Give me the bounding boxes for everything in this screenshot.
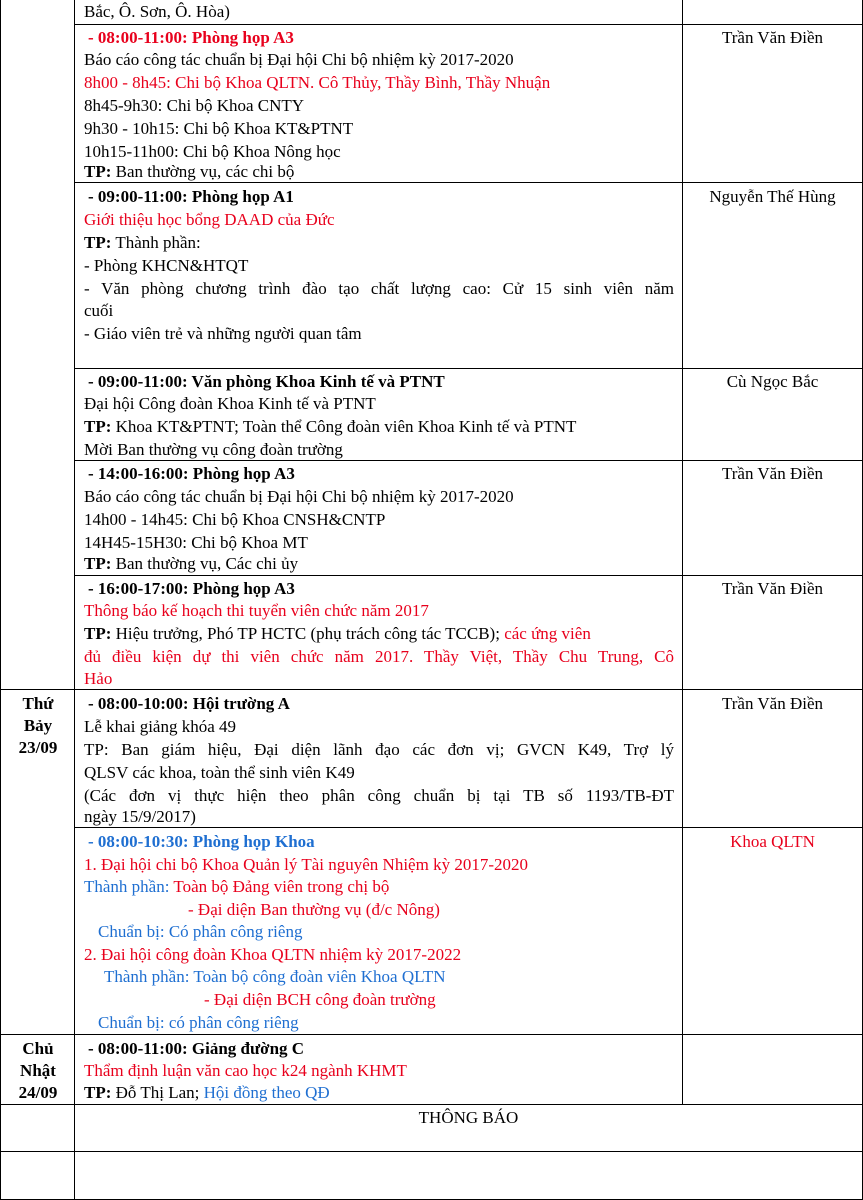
- event-line: Hảo: [84, 669, 113, 688]
- event-line: Giới thiệu học bổng DAAD của Đức: [84, 210, 335, 229]
- participants-label: TP:: [84, 162, 112, 181]
- event-line: Báo cáo công tác chuẩn bị Đại hội Chi bộ nhiệm kỳ 2017-2020: [84, 487, 514, 506]
- participants-label: TP:: [84, 554, 112, 573]
- event-line: 10h15-11h00: Chi bộ Khoa Nông học: [84, 142, 341, 161]
- event-title: - 08:00-11:00: Giảng đường C: [88, 1039, 305, 1058]
- person-in-charge: Nguyễn Thế Hùng: [709, 187, 836, 206]
- event-line: ngày 15/9/2017): [84, 807, 196, 826]
- event-line: Mời Ban thường vụ công đoàn trường: [84, 440, 343, 459]
- table-divider-day: [74, 0, 75, 1200]
- person-in-charge: Trần Văn Điền: [721, 28, 824, 47]
- event-line: Chuẩn bị: có phân công riêng: [98, 1013, 299, 1032]
- row-divider: [74, 460, 863, 461]
- event-participants: [84, 624, 591, 644]
- event-title: - 08:00-11:00: Phòng họp A3: [88, 28, 294, 47]
- person-in-charge: Trần Văn Điền: [721, 464, 824, 483]
- table-border-left: [0, 0, 1, 1200]
- event-line: Báo cáo công tác chuẩn bị Đại hội Chi bộ nhiệm kỳ 2017-2020: [84, 50, 514, 69]
- event-title: - 08:00-10:30: Phòng họp Khoa: [88, 832, 315, 851]
- participants-text: Thành phần:: [111, 233, 201, 252]
- participants-label: Thành phần:: [84, 877, 170, 896]
- event-line: TP: Ban giám hiệu, Đại diện lãnh đạo các đơn vị; GVCN K49, Trợ lý: [84, 740, 674, 759]
- participants-text: Toàn bộ Đảng viên trong chị bộ: [169, 877, 390, 896]
- event-line: Lễ khai giảng khóa 49: [84, 717, 237, 736]
- day-label: Nhật: [20, 1061, 56, 1080]
- event-line: Thông báo kế hoạch thi tuyển viên chức năm 2017: [84, 601, 429, 620]
- row-divider: [74, 827, 863, 828]
- day-label: Thứ: [22, 694, 54, 713]
- event-participants: [84, 417, 576, 437]
- person-in-charge: Cù Ngọc Bắc: [726, 372, 819, 391]
- event-line: - Phòng KHCN&HTQT: [84, 256, 249, 275]
- row-divider: [74, 182, 863, 183]
- event-line: - Giáo viên trẻ và những người quan tâm: [84, 324, 362, 343]
- row-divider: [0, 1034, 863, 1035]
- table-divider-person: [682, 0, 683, 1105]
- event-line: 2. Đai hội công đoàn Khoa QLTN nhiệm kỳ 2017-2022: [84, 945, 462, 964]
- person-in-charge: Trần Văn Điền: [721, 579, 824, 598]
- event-line: 8h45-9h30: Chi bộ Khoa CNTY: [84, 96, 305, 115]
- day-date: 24/09: [18, 1083, 58, 1102]
- participants-text: Đỗ Thị Lan;: [111, 1083, 200, 1102]
- event-participants: [84, 233, 201, 253]
- row-divider: [74, 24, 863, 25]
- participants-label: TP:: [84, 624, 112, 643]
- event-participants: [84, 162, 294, 182]
- notice-heading: THÔNG BÁO: [418, 1108, 519, 1127]
- participants-text-highlight: các ứng viên: [499, 624, 591, 643]
- event-line: Thành phần: Toàn bộ công đoàn viên Khoa QLTN: [104, 967, 446, 986]
- event-line: 8h00 - 8h45: Chi bộ Khoa QLTN. Cô Thủy, Thầy Bình, Thầy Nhuận: [84, 73, 551, 92]
- event-title: - 09:00-11:00: Phòng họp A1: [88, 187, 294, 206]
- day-date: 23/09: [18, 738, 58, 757]
- event-participants: [104, 967, 446, 987]
- day-label: Chủ: [22, 1039, 54, 1058]
- row-divider: [74, 575, 863, 576]
- event-line: QLSV các khoa, toàn thể sinh viên K49: [84, 763, 355, 782]
- event-title: - 08:00-10:00: Hội trường A: [88, 694, 290, 713]
- event-title: - 16:00-17:00: Phòng họp A3: [88, 579, 295, 598]
- event-line: - Văn phòng chương trình đào tạo chất lượng cao: Cử 15 sinh viên năm: [84, 279, 674, 298]
- day-label: Bảy: [23, 716, 53, 735]
- event-participants: [84, 1083, 330, 1103]
- person-in-charge: Khoa QLTN: [730, 832, 815, 851]
- participants-label: TP:: [84, 417, 112, 436]
- row-divider: [0, 1104, 863, 1105]
- event-title: - 14:00-16:00: Phòng họp A3: [88, 464, 295, 483]
- event-line: (Các đơn vị thực hiện theo phân công chuẩn bị tại TB số 1193/TB-ĐT: [84, 786, 674, 805]
- event-line: - Đại diện BCH công đoàn trường: [204, 990, 436, 1009]
- participants-text: Ban thường vụ, các chi bộ: [111, 162, 295, 181]
- person-in-charge: Trần Văn Điền: [721, 694, 824, 713]
- event-line: cuối: [84, 301, 114, 320]
- row-divider: [0, 1151, 863, 1152]
- row0-continuation-text: Bắc, Ô. Sơn, Ô. Hòa): [84, 2, 230, 21]
- participants-text: Ban thường vụ, Các chi ủy: [111, 554, 299, 573]
- participants-text: Khoa KT&PTNT; Toàn thể Công đoàn viên Khoa Kinh tế và PTNT: [111, 417, 577, 436]
- participants-label: TP:: [84, 233, 112, 252]
- row-divider: [74, 368, 863, 369]
- event-line: Đại hội Công đoàn Khoa Kinh tế và PTNT: [84, 394, 376, 413]
- event-line: 14h00 - 14h45: Chi bộ Khoa CNSH&CNTP: [84, 510, 386, 529]
- event-line: 14H45-15H30: Chi bộ Khoa MT: [84, 533, 308, 552]
- event-line: Thẩm định luận văn cao học k24 ngành KHMT: [84, 1061, 407, 1080]
- row-divider: [0, 689, 863, 690]
- event-line: đủ điều kiện dự thi viên chức năm 2017. Thầy Việt, Thầy Chu Trung, Cô: [84, 647, 674, 666]
- event-title: - 09:00-11:00: Văn phòng Khoa Kinh tế và PTNT: [88, 372, 445, 391]
- event-line: Chuẩn bị: Có phân công riêng: [98, 922, 303, 941]
- event-participants: [84, 554, 298, 574]
- event-participants: [84, 877, 389, 897]
- event-line: 1. Đại hội chi bộ Khoa Quản lý Tài nguyên Nhiệm kỳ 2017-2020: [84, 855, 528, 874]
- participants-text-highlight: Hội đồng theo QĐ: [199, 1083, 330, 1102]
- event-line: 9h30 - 10h15: Chi bộ Khoa KT&PTNT: [84, 119, 354, 138]
- participants-label: TP:: [84, 1083, 112, 1102]
- event-line: - Đại diện Ban thường vụ (đ/c Nông): [188, 900, 440, 919]
- participants-text: Hiệu trưởng, Phó TP HCTC (phụ trách công tác TCCB);: [111, 624, 500, 643]
